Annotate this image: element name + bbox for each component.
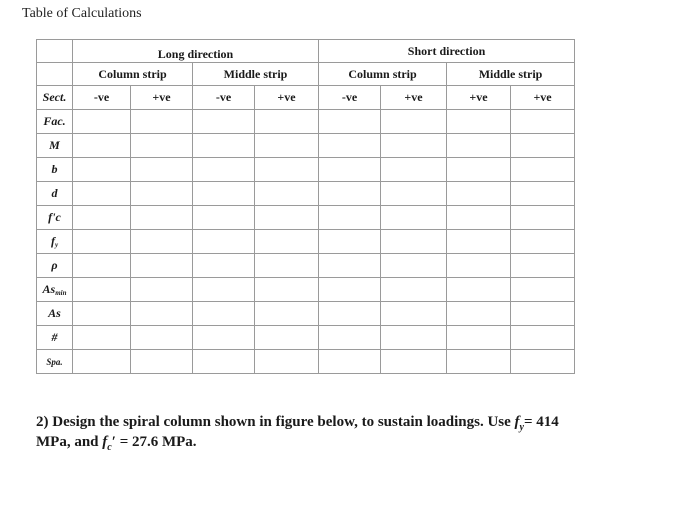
input-cell[interactable] (381, 206, 447, 230)
input-cell[interactable] (381, 278, 447, 302)
row-label: Spa. (37, 350, 73, 374)
input-cell[interactable] (193, 278, 255, 302)
input-cell[interactable] (381, 302, 447, 326)
input-cell[interactable] (319, 254, 381, 278)
long-column-strip-header: Column strip (73, 63, 193, 86)
pos-header: +ve (131, 86, 193, 110)
long-direction-header: Long direction (73, 40, 319, 63)
input-cell[interactable] (319, 350, 381, 374)
input-cell[interactable] (319, 134, 381, 158)
input-cell[interactable] (447, 278, 511, 302)
input-cell[interactable] (255, 350, 319, 374)
input-cell[interactable] (511, 254, 575, 278)
calculations-table (36, 39, 575, 374)
input-cell[interactable] (131, 350, 193, 374)
row-label: Fac. (37, 110, 73, 134)
input-cell[interactable] (255, 206, 319, 230)
input-cell[interactable] (319, 206, 381, 230)
input-cell[interactable] (73, 302, 131, 326)
input-cell[interactable] (447, 350, 511, 374)
input-cell[interactable] (447, 326, 511, 350)
input-cell[interactable] (193, 350, 255, 374)
row-label: # (37, 326, 73, 350)
input-cell[interactable] (193, 158, 255, 182)
input-cell[interactable] (447, 182, 511, 206)
input-cell[interactable] (73, 158, 131, 182)
input-cell[interactable] (319, 278, 381, 302)
input-cell[interactable] (319, 182, 381, 206)
pos-header: +ve (255, 86, 319, 110)
row-label: $f_y$ (37, 230, 73, 254)
neg-header: -ve (73, 86, 131, 110)
input-cell[interactable] (511, 110, 575, 134)
input-cell[interactable] (193, 326, 255, 350)
input-cell[interactable] (447, 302, 511, 326)
input-cell[interactable] (193, 254, 255, 278)
input-cell[interactable] (511, 158, 575, 182)
input-cell[interactable] (73, 110, 131, 134)
input-cell[interactable] (511, 206, 575, 230)
neg-header: -ve (319, 86, 381, 110)
long-middle-strip-header: Middle strip (193, 63, 319, 86)
input-cell[interactable] (511, 134, 575, 158)
input-cell[interactable] (131, 278, 193, 302)
row-label: ρ (37, 254, 73, 278)
input-cell[interactable] (73, 206, 131, 230)
input-cell[interactable] (319, 110, 381, 134)
input-cell[interactable] (381, 230, 447, 254)
input-cell[interactable] (255, 278, 319, 302)
input-cell[interactable] (131, 302, 193, 326)
input-cell[interactable] (131, 134, 193, 158)
row-label: M (37, 134, 73, 158)
input-cell[interactable] (131, 254, 193, 278)
input-cell[interactable] (255, 134, 319, 158)
row-label: f'c (37, 206, 73, 230)
input-cell[interactable] (319, 302, 381, 326)
input-cell[interactable] (381, 110, 447, 134)
input-cell[interactable] (511, 230, 575, 254)
input-cell[interactable] (255, 158, 319, 182)
input-cell[interactable] (73, 326, 131, 350)
input-cell[interactable] (447, 230, 511, 254)
input-cell[interactable] (193, 134, 255, 158)
input-cell[interactable] (319, 158, 381, 182)
short-column-strip-header: Column strip (319, 63, 447, 86)
input-cell[interactable] (511, 350, 575, 374)
input-cell[interactable] (447, 206, 511, 230)
input-cell[interactable] (131, 110, 193, 134)
input-cell[interactable] (255, 302, 319, 326)
input-cell[interactable] (73, 182, 131, 206)
row-label: d (37, 182, 73, 206)
corner-cell (37, 40, 73, 63)
input-cell[interactable] (319, 230, 381, 254)
row-label: $As_{min}$ (37, 278, 73, 302)
input-cell[interactable] (255, 230, 319, 254)
input-cell[interactable] (381, 350, 447, 374)
row-label: Sect. (37, 86, 73, 110)
input-cell[interactable] (131, 206, 193, 230)
short-direction-header: Short direction (319, 40, 575, 63)
pos-header: +ve (511, 86, 575, 110)
input-cell[interactable] (319, 326, 381, 350)
input-cell[interactable] (73, 134, 131, 158)
pos-header: +ve (447, 86, 511, 110)
input-cell[interactable] (193, 182, 255, 206)
input-cell[interactable] (73, 278, 131, 302)
row-label: b (37, 158, 73, 182)
input-cell[interactable] (193, 110, 255, 134)
input-cell[interactable] (447, 158, 511, 182)
input-cell[interactable] (255, 326, 319, 350)
input-cell[interactable] (511, 302, 575, 326)
input-cell[interactable] (511, 182, 575, 206)
input-cell[interactable] (193, 206, 255, 230)
input-cell[interactable] (131, 158, 193, 182)
input-cell[interactable] (73, 350, 131, 374)
input-cell[interactable] (381, 182, 447, 206)
input-cell[interactable] (381, 254, 447, 278)
input-cell[interactable] (131, 182, 193, 206)
input-cell[interactable] (447, 254, 511, 278)
input-cell[interactable] (193, 302, 255, 326)
row-label: As (37, 302, 73, 326)
input-cell[interactable] (193, 230, 255, 254)
input-cell[interactable] (73, 230, 131, 254)
input-cell[interactable] (511, 278, 575, 302)
input-cell[interactable] (131, 230, 193, 254)
input-cell[interactable] (255, 182, 319, 206)
input-cell[interactable] (381, 158, 447, 182)
short-middle-strip-header: Middle strip (447, 63, 575, 86)
input-cell[interactable] (73, 254, 131, 278)
pos-header: +ve (381, 86, 447, 110)
neg-header: -ve (193, 86, 255, 110)
input-cell[interactable] (255, 254, 319, 278)
input-cell[interactable] (381, 326, 447, 350)
input-cell[interactable] (447, 134, 511, 158)
input-cell[interactable] (511, 326, 575, 350)
input-cell[interactable] (381, 134, 447, 158)
input-cell[interactable] (255, 110, 319, 134)
input-cell[interactable] (131, 326, 193, 350)
input-cell[interactable] (447, 110, 511, 134)
page-title: Table of Calculations (22, 6, 142, 21)
problem-statement: 2) Design the spiral column shown in figure below, to sustain loadings. Use $f_y= 414$ MPa, and $f_c' = 27.6$ MPa. (36, 414, 559, 453)
